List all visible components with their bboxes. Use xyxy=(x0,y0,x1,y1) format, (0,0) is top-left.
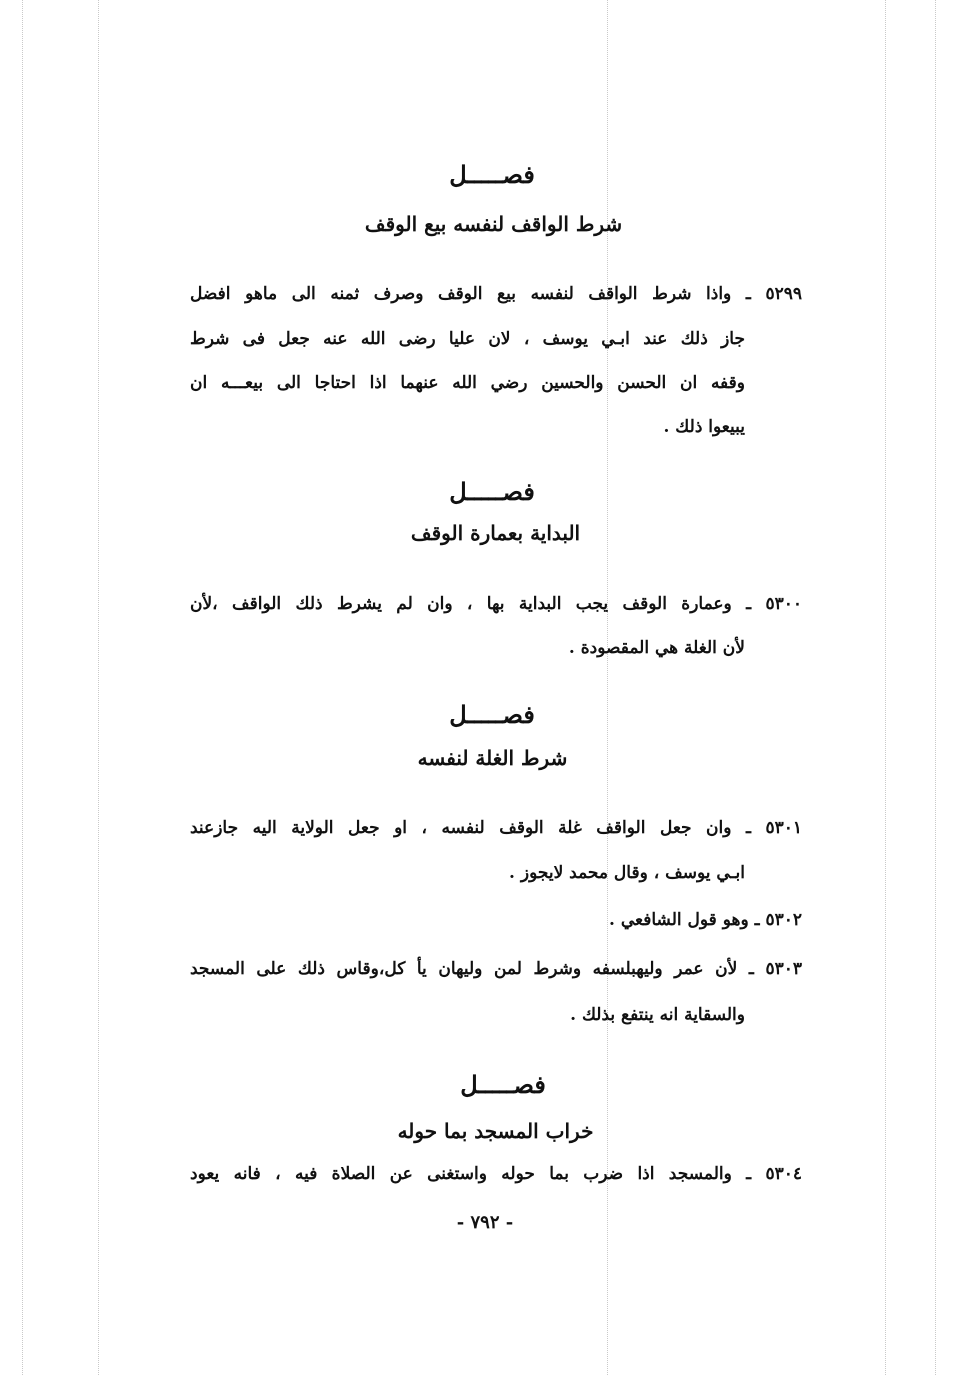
scan-dotted-line xyxy=(98,0,99,1375)
paragraph-line: ٥٣٠٤ ـ والمسجد اذا ضرب بما حوله واستغنى عن الصلاة فيه ، فانه يعود xyxy=(190,1164,802,1184)
section-subheading: شرط الغلة لنفسه xyxy=(417,746,568,770)
paragraph-line: لأن الغلة هي المقصودة . xyxy=(568,638,745,658)
paragraph-line: ٥٢٩٩ ـ واذا شرط الواقف لنفسه بيع الوقف وصرف ثمنه الى ماهو افضل xyxy=(190,284,802,304)
section-heading: فصـــــل xyxy=(449,477,535,506)
paragraph-line: يبيعوا ذلك . xyxy=(663,417,745,437)
section-subheading: البداية بعمارة الوقف xyxy=(410,521,581,545)
paragraph-line: ٥٣٠٢ ـ وهو قول الشافعي . xyxy=(609,910,802,930)
paragraph-line: جاز ذلك عند ابـي يوسف ، لان عليا رضى الله عنه جعل فى شرط xyxy=(190,329,745,349)
paragraph-line: ٥٣٠١ ـ وان جعل الواقف غلة الوقف لنفسه ، او جعل الولاية اليه جازعند xyxy=(190,818,802,838)
section-heading: فصـــــل xyxy=(449,160,535,189)
page-number: - ٧٩٢ - xyxy=(456,1212,514,1233)
paragraph-line: ابـي يوسف ، وقال محمد لايجوز . xyxy=(509,863,745,883)
paragraph-line: ٥٣٠٠ ـ وعمارة الوقف يجب البداية بها ، وان لم يشرط ذلك الواقف ،لأن xyxy=(190,594,802,614)
scan-dotted-line xyxy=(935,0,936,1375)
paragraph-line: وقفه ان الحسن والحسين رضي الله عنهما اذا احتاجا الى بيعـــه ان xyxy=(190,373,745,393)
section-subheading: شرط الواقف لنفسه بيع الوقف xyxy=(364,212,623,236)
section-subheading: خراب المسجد بما حوله xyxy=(397,1119,594,1143)
scan-dotted-line xyxy=(885,0,886,1375)
paragraph-line: ٥٣٠٣ ـ لأن عمر وليهبلسفه وشرط لمن وليهان يأ كل،وقاس ذلك على المسجد xyxy=(190,959,802,979)
section-heading: فصـــــل xyxy=(449,700,535,729)
section-heading: فصـــــل xyxy=(460,1070,546,1099)
paragraph-line: والسقاية انه ينتفع بذلك . xyxy=(570,1005,745,1025)
scan-dotted-line xyxy=(22,0,23,1375)
